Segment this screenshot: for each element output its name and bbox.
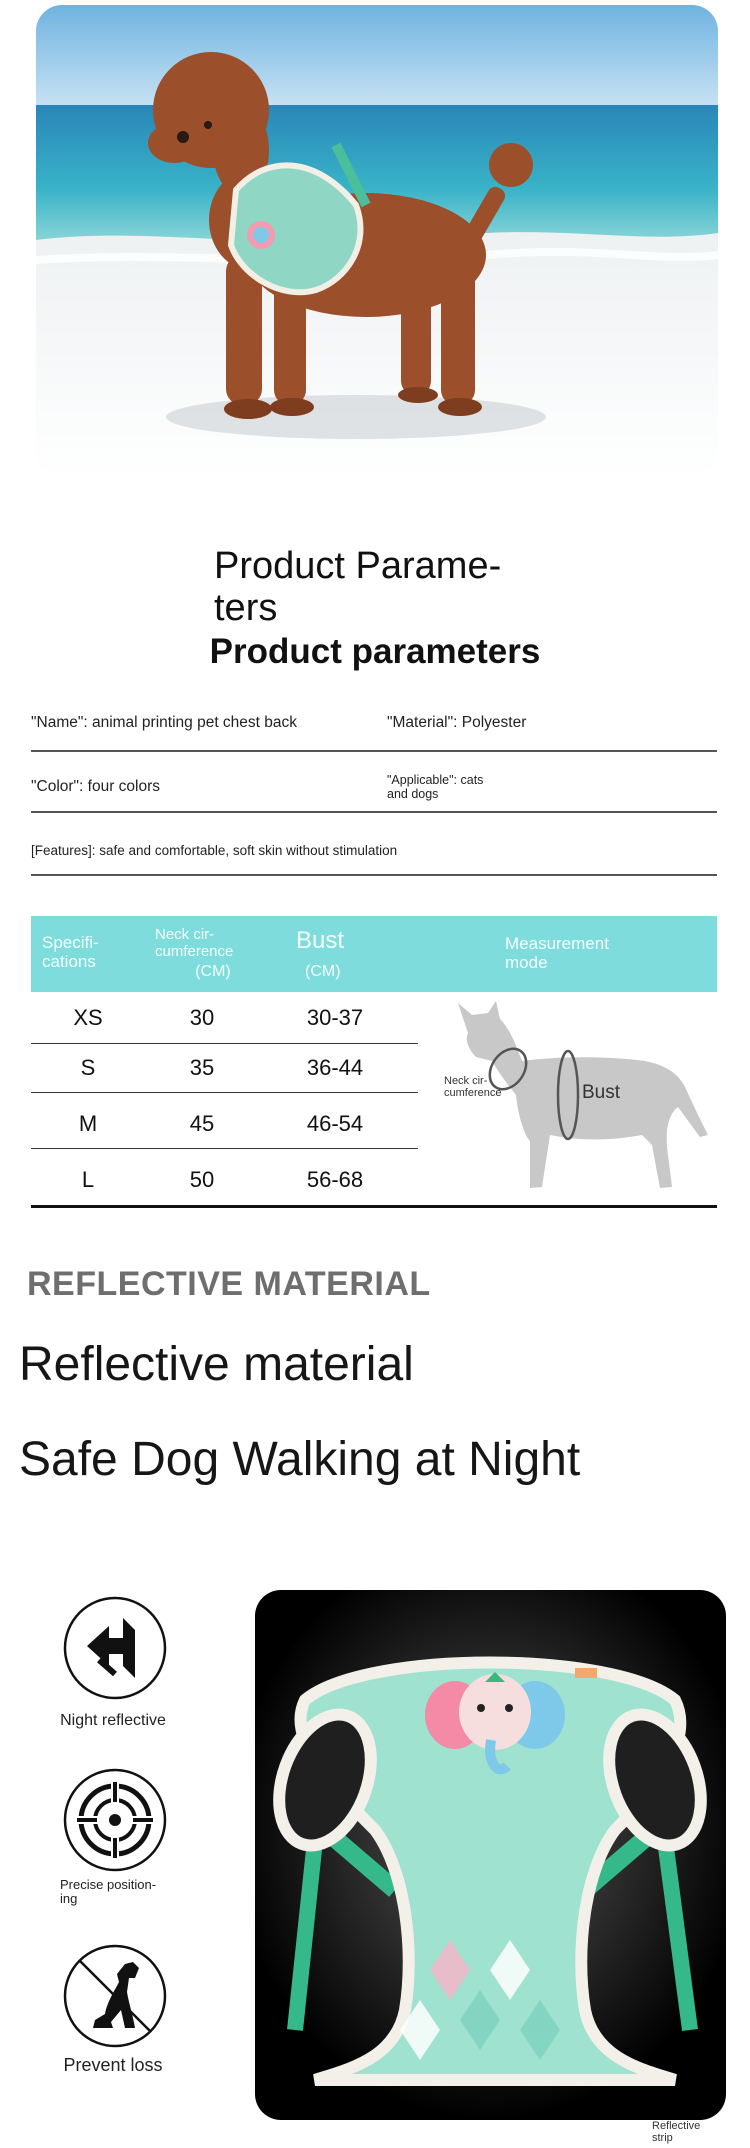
feature-label: Night reflective	[60, 1712, 166, 1729]
th-neck-unit: (CM)	[195, 963, 231, 980]
feature-label: Prevent loss	[63, 2055, 163, 2075]
table-bottom-rule	[31, 1205, 717, 1208]
cell-size: XS	[73, 1005, 103, 1030]
cell-neck: 50	[189, 1167, 215, 1192]
cell-size: S	[80, 1055, 96, 1080]
cell-size: M	[78, 1111, 98, 1136]
bust-label: Bust	[582, 1082, 621, 1103]
row-divider	[31, 1148, 418, 1149]
cell-neck: 45	[189, 1111, 215, 1136]
param-name: "Name": animal printing pet chest back	[31, 714, 298, 731]
neck-label: Neck cir- cumference	[444, 1075, 502, 1099]
param-material: "Material": Polyester	[387, 714, 527, 731]
cell-neck: 30	[189, 1005, 215, 1030]
section-title-primary: Product Parame- ters	[214, 545, 502, 629]
cell-neck: 35	[189, 1055, 215, 1080]
reflective-heading: REFLECTIVE MATERIAL	[27, 1265, 431, 1303]
cell-bust: 56-68	[306, 1167, 364, 1192]
crosshair-icon	[63, 1768, 167, 1872]
row-divider	[31, 1092, 418, 1093]
th-bust-unit: (CM)	[305, 963, 341, 980]
cell-bust: 36-44	[306, 1055, 364, 1080]
row-divider	[31, 1043, 418, 1044]
section-title-secondary: Product parameters	[209, 632, 541, 671]
reflective-line-1: Reflective material	[19, 1338, 414, 1391]
th-neck: Neck cir- cumference	[155, 926, 234, 960]
cell-bust: 30-37	[306, 1005, 364, 1030]
param-color: "Color": four colors	[31, 778, 161, 795]
th-specifications: Specifi- cations	[42, 933, 99, 971]
hero-photo	[36, 5, 718, 477]
cell-size: L	[81, 1167, 95, 1192]
param-applicable: "Applicable": cats and dogs	[387, 773, 484, 801]
harness-night-photo	[255, 1590, 726, 2120]
divider	[31, 811, 717, 813]
cell-bust: 46-54	[306, 1111, 364, 1136]
no-dog-icon	[63, 1944, 167, 2048]
measurement-diagram	[430, 995, 715, 1195]
feature-label: Precise position- ing	[60, 1877, 157, 1906]
reflective-line-2: Safe Dog Walking at Night	[19, 1433, 581, 1486]
th-bust: Bust	[296, 927, 345, 954]
th-measurement-mode: Measurement mode	[505, 934, 609, 972]
reflect-icon	[63, 1596, 167, 1700]
param-features: [Features]: safe and comfortable, soft skin without stimulation	[31, 843, 398, 858]
divider	[31, 874, 717, 876]
reflective-strip-note: Reflective strip	[652, 2120, 701, 2144]
divider	[31, 750, 717, 752]
